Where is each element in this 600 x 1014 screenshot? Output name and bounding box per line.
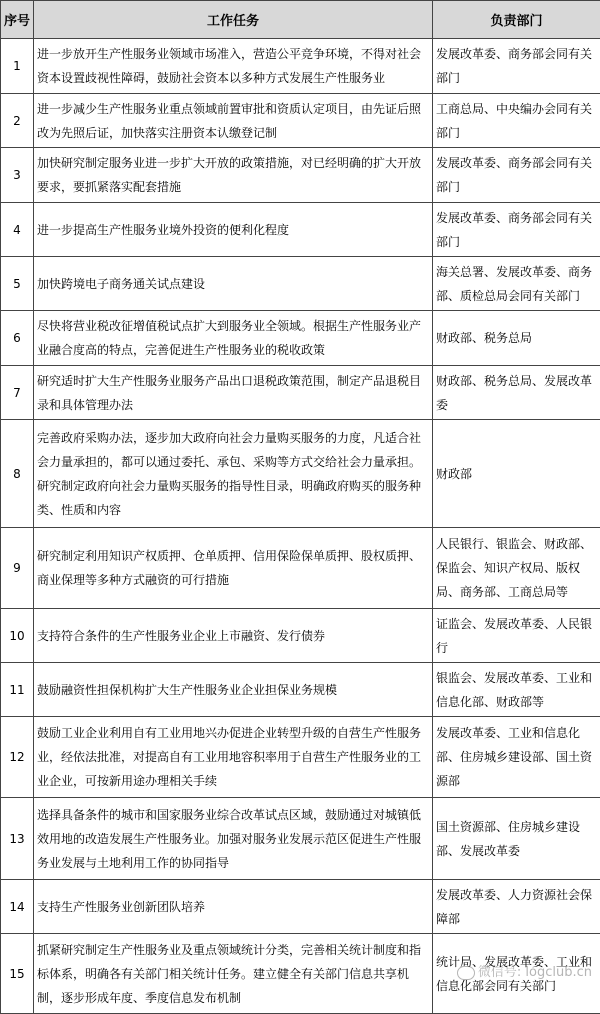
- table-row: [1, 880, 600, 934]
- row-task: 研究适时扩大生产性服务业服务产品出口退税政策范围，制定产品退税目录和具体管理办法: [34, 366, 433, 420]
- header-dept: 负责部门: [433, 1, 600, 39]
- row-task: 支持生产性服务业创新团队培养: [34, 880, 433, 934]
- row-task: 加快研究制定服务业进一步扩大开放的政策措施，对已经明确的扩大开放要求，要抓紧落实配套措施: [34, 148, 433, 203]
- row-task: 进一步放开生产性服务业领域市场准入，营造公平竞争环境，不得对社会资本设置歧视性障碍，鼓励社会资本以多种方式发展生产性服务业: [34, 39, 433, 94]
- row-task: 进一步减少生产性服务业重点领域前置审批和资质认定项目，由先证后照改为先照后证，加快落实注册资本认缴登记制: [34, 94, 433, 148]
- table-row: [1, 94, 600, 148]
- header-no: 序号: [1, 1, 34, 39]
- row-task: 鼓励工业企业利用自有工业用地兴办促进企业转型升级的自营生产性服务业，经依法批准，对提高自有工业用地容积率用于自营生产性服务业的工业企业，可按新用途办理相关手续: [34, 717, 433, 798]
- table-row: [1, 311, 600, 366]
- table-row: [1, 203, 600, 257]
- watermark: [457, 961, 592, 980]
- row-dept: 银监会、发展改革委、工业和信息化部、财政部等: [433, 663, 600, 717]
- row-task: 尽快将营业税改征增值税试点扩大到服务业全领域。根据生产性服务业产业融合度高的特点，完善促进生产性服务业的税收政策: [34, 311, 433, 366]
- table-row: [1, 366, 600, 420]
- row-dept: 财政部、税务总局: [433, 311, 600, 366]
- row-dept: 工商总局、中央编办会同有关部门: [433, 94, 600, 148]
- row-dept: 海关总署、发展改革委、商务部、质检总局会同有关部门: [433, 257, 600, 311]
- row-number: 14: [1, 880, 34, 934]
- row-dept: 财政部: [433, 420, 600, 528]
- row-dept: 发展改革委、商务部会同有关部门: [433, 148, 600, 203]
- row-number: 3: [1, 148, 34, 203]
- row-dept: 人民银行、银监会、财政部、保监会、知识产权局、版权局、商务部、工商总局等: [433, 528, 600, 609]
- row-task: 进一步提高生产性服务业境外投资的便利化程度: [34, 203, 433, 257]
- table-row: [1, 148, 600, 203]
- row-number: 9: [1, 528, 34, 609]
- table-row: [1, 420, 600, 528]
- row-dept: 发展改革委、工业和信息化部、住房城乡建设部、国土资源部: [433, 717, 600, 798]
- watermark-text: 微信号: logclub.cn: [478, 965, 592, 980]
- row-number: 15: [1, 934, 34, 1014]
- row-dept: 证监会、发展改革委、人民银行: [433, 609, 600, 663]
- row-number: 5: [1, 257, 34, 311]
- row-number: 11: [1, 663, 34, 717]
- row-number: 12: [1, 717, 34, 798]
- table-row: [1, 39, 600, 94]
- table-row: [1, 257, 600, 311]
- row-dept: 财政部、税务总局、发展改革委: [433, 366, 600, 420]
- row-dept: 发展改革委、人力资源社会保障部: [433, 880, 600, 934]
- table-row: [1, 609, 600, 663]
- row-number: 7: [1, 366, 34, 420]
- table-row: [1, 663, 600, 717]
- row-task: 完善政府采购办法，逐步加大政府向社会力量购买服务的力度，凡适合社会力量承担的，都可以通过委托、承包、采购等方式交给社会力量承担。研究制定政府向社会力量购买服务的指导性目录，明确政府购买的服务种类、性质和内容: [34, 420, 433, 528]
- row-dept: 发展改革委、商务部会同有关部门: [433, 203, 600, 257]
- row-number: 2: [1, 94, 34, 148]
- row-task: 支持符合条件的生产性服务业企业上市融资、发行债券: [34, 609, 433, 663]
- row-number: 10: [1, 609, 34, 663]
- header-row: [1, 1, 600, 39]
- row-dept: 国土资源部、住房城乡建设部、发展改革委: [433, 798, 600, 880]
- table-row: [1, 528, 600, 609]
- row-task: 加快跨境电子商务通关试点建设: [34, 257, 433, 311]
- row-task: 研究制定利用知识产权质押、仓单质押、信用保险保单质押、股权质押、商业保理等多种方式融资的可行措施: [34, 528, 433, 609]
- header-task: 工作任务: [34, 1, 433, 39]
- row-number: 13: [1, 798, 34, 880]
- row-number: 1: [1, 39, 34, 94]
- row-dept: 统计局、发展改革委、工业和信息化部会同有关部门: [433, 934, 600, 1014]
- row-number: 8: [1, 420, 34, 528]
- row-dept: 发展改革委、商务部会同有关部门: [433, 39, 600, 94]
- table-row: [1, 798, 600, 880]
- row-number: 6: [1, 311, 34, 366]
- row-task: 抓紧研究制定生产性服务业及重点领域统计分类，完善相关统计制度和指标体系，明确各有关部门相关统计任务。建立健全有关部门信息共享机制，逐步形成年度、季度信息发布机制: [34, 934, 433, 1014]
- row-task: 鼓励融资性担保机构扩大生产性服务业企业担保业务规模: [34, 663, 433, 717]
- table-row: [1, 717, 600, 798]
- row-number: 4: [1, 203, 34, 257]
- row-task: 选择具备条件的城市和国家服务业综合改革试点区域，鼓励通过对城镇低效用地的改造发展生产性服务业。加强对服务业发展示范区促进生产性服务业发展与土地利用工作的协同指导: [34, 798, 433, 880]
- wechat-icon: [457, 966, 475, 980]
